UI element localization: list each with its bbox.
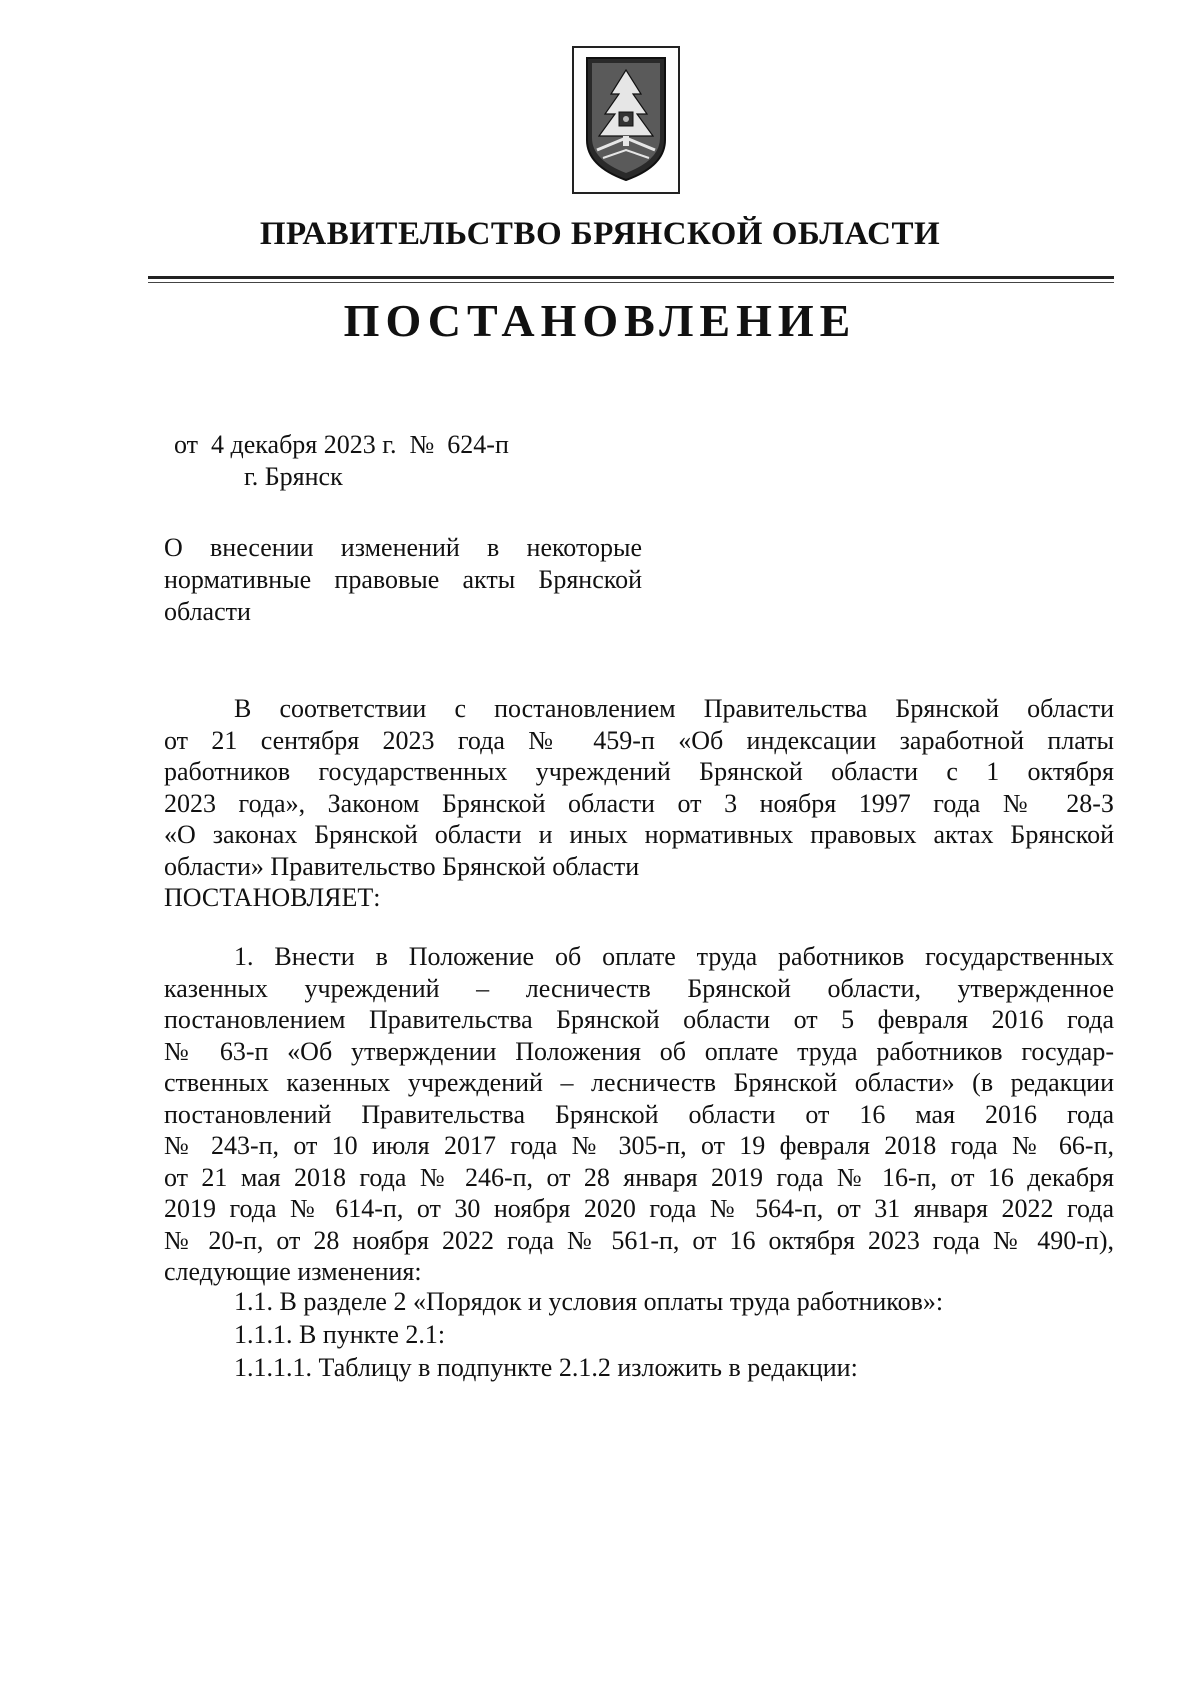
clause-line: ственных казенных учреждений – лесничеств Брянской области» (в редакции: [164, 1068, 1114, 1097]
clause-line: постановлений Правительства Брянской области от 16 мая 2016 года: [164, 1099, 1114, 1129]
coat-of-arms-emblem: [572, 46, 680, 194]
subject-line: области: [164, 597, 251, 626]
clause-1-paragraph: [164, 941, 1114, 1288]
organization-title: ПРАВИТЕЛЬСТВО БРЯНСКОЙ ОБЛАСТИ: [259, 216, 941, 252]
document-subject: [164, 532, 642, 628]
preamble-line: от 21 сентября 2023 года № 459-п «Об индексации заработной платы: [164, 725, 1114, 755]
city: г. Брянск: [244, 462, 343, 491]
preamble-paragraph: [164, 693, 1114, 914]
subject-line: нормативные правовые акты Брянской: [164, 565, 642, 594]
clause-line: 1. Внести в Положение об оплате труда работников государственных: [234, 942, 1114, 971]
clause-line: № 63-п «Об утверждении Положения об оплате труда работников государ-: [164, 1036, 1114, 1066]
subitem-1-1-1-1: 1.1.1.1. Таблицу в подпункте 2.1.2 изложить в редакции:: [234, 1353, 858, 1382]
subitem-1-1-1: 1.1.1. В пункте 2.1:: [234, 1320, 446, 1349]
preamble-line: «О законах Брянской области и иных нормативных правовых актах Брянской: [164, 820, 1114, 849]
resolves-keyword: ПОСТАНОВЛЯЕТ:: [164, 883, 381, 912]
clause-line: 2019 года № 614-п, от 30 ноября 2020 года № 564-п, от 31 января 2022 года: [164, 1194, 1114, 1223]
header-divider-thick: [148, 276, 1114, 279]
clause-line: постановлением Правительства Брянской области от 5 февраля 2016 года: [164, 1005, 1114, 1034]
brjansk-coat-of-arms-icon: [581, 54, 671, 186]
clause-line: от 21 мая 2018 года № 246-п, от 28 января 2019 года № 16-п, от 16 декабря: [164, 1162, 1114, 1192]
preamble-line: работников государственных учреждений Брянской области с 1 октября: [164, 757, 1114, 786]
subject-line: О внесении изменений в некоторые: [164, 533, 642, 562]
preamble-line: области» Правительство Брянской области: [164, 851, 640, 881]
clause-line: № 243-п, от 10 июля 2017 года № 305-п, от 19 февраля 2018 года № 66-п,: [164, 1131, 1114, 1160]
preamble-line: 2023 года», Законом Брянской области от 3 ноября 1997 года № 28-З: [164, 788, 1114, 818]
clause-line: № 20-п, от 28 ноября 2022 года № 561-п, от 16 октября 2023 года № 490-п),: [164, 1225, 1114, 1255]
clause-line: следующие изменения:: [164, 1257, 422, 1286]
preamble-line: В соответствии с постановлением Правительства Брянской области: [234, 694, 1114, 723]
header-divider-thin: [148, 282, 1114, 283]
clause-line: казенных учреждений – лесничеств Брянской области, утвержденное: [164, 973, 1114, 1003]
document-type-title: ПОСТАНОВЛЕНИЕ: [343, 295, 857, 346]
subitem-1-1: 1.1. В разделе 2 «Порядок и условия оплаты труда работников»:: [234, 1287, 944, 1316]
date-and-number: от 4 декабря 2023 г. № 624-п: [174, 430, 509, 459]
